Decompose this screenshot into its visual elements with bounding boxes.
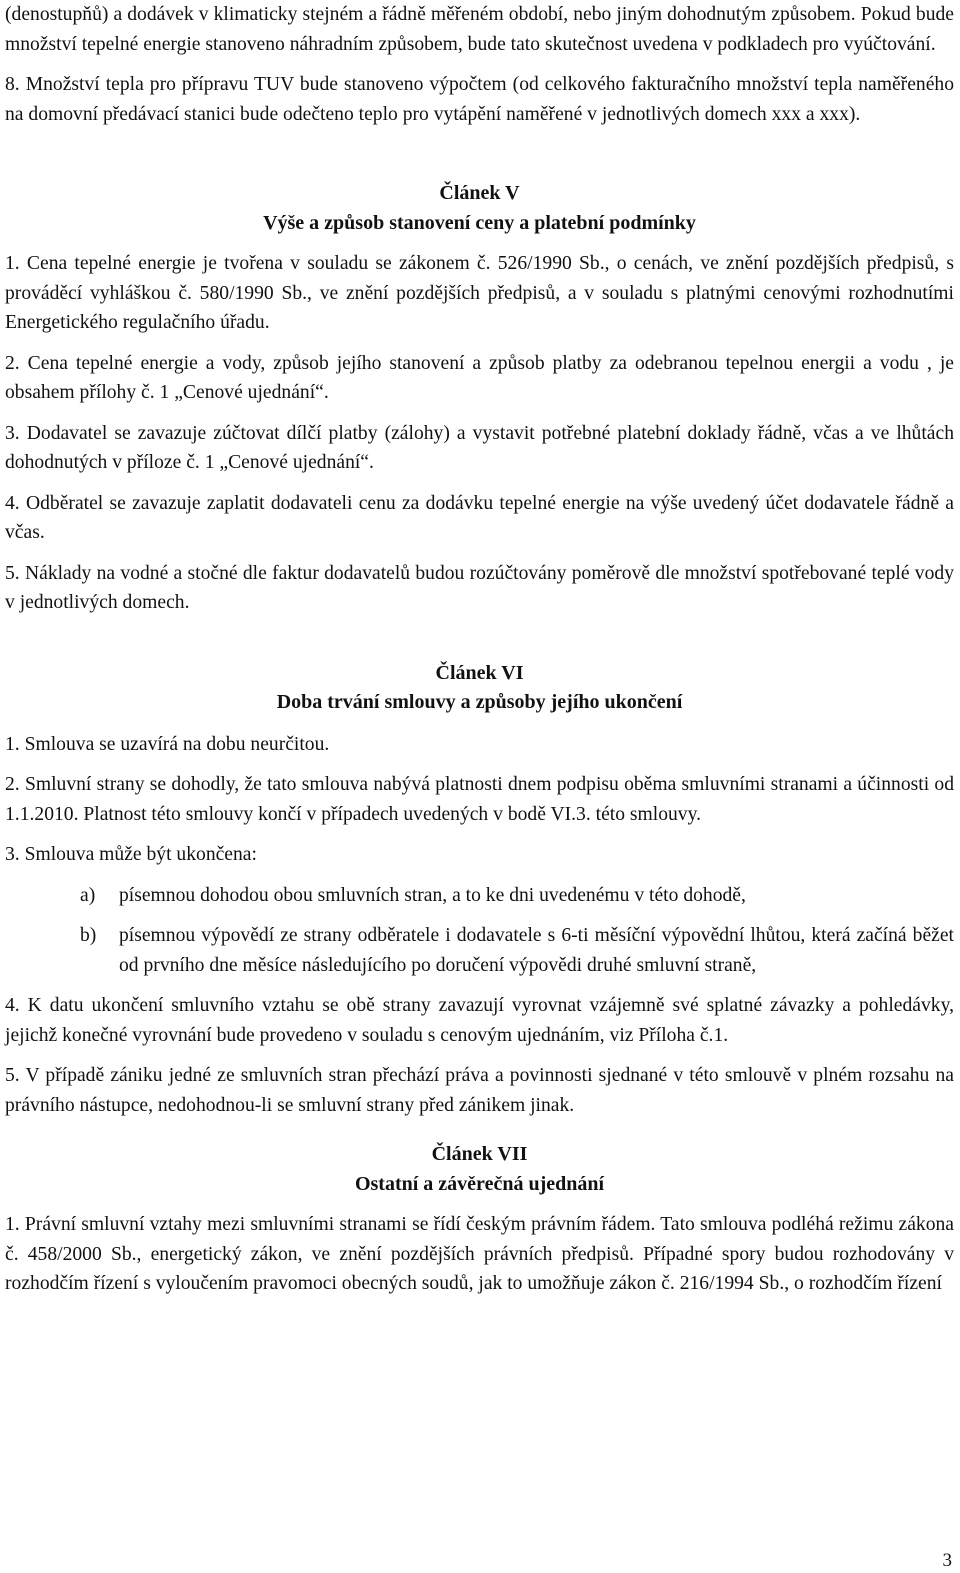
article-6-heading: Článek VI [435,661,524,684]
article-6-paragraph-3: 3. Smlouva může být ukončena: [5,844,257,865]
article-6-subheading: Doba trvání smlouvy a způsoby jejího ukončení [276,691,683,713]
article-5-paragraph-5: 5. Náklady na vodné a stočné dle faktur dodavatelů budou rozúčtovány poměrově dle množství spotřebované teplé vody v jednotlivých domech. [5,562,954,613]
article-7-paragraph-1: 1. Právní smluvní vztahy mezi smluvními stranami se řídí českým právním řádem. Tato smlouva podléhá režimu zákona č. 458/2000 Sb., energetický zákon, ve znění pozdějších právních předpisů. Případné spory budou rozhodovány v rozhodčím řízení s vyloučením pravomoci obecných soudů, jak to umožňuje zákon č. 216/1994 Sb., o rozhodčím řízení [5,1214,954,1294]
list-item-text: písemnou dohodou obou smluvních stran, a to ke dni uvedenému v této dohodě, [119,884,746,906]
paragraph-8: 8. Množství tepla pro přípravu TUV bude stanoveno výpočtem (od celkového fakturačního množství tepla naměřeného na domovní předávací stanici bude odečteno teplo pro vytápění naměřené v jednotlivých domech xxx a xxx). [5,74,954,125]
article-5-paragraph-3: 3. Dodavatel se zavazuje zúčtovat dílčí platby (zálohy) a vystavit potřebné platební doklady řádně, včas a ve lhůtách dohodnutých v příloze č. 1 „Cenové ujednání“. [5,422,954,473]
article-7-subheading: Ostatní a závěrečná ujednání [354,1172,605,1195]
article-7-heading: Článek VII [431,1143,528,1165]
list-item-a [5,881,954,911]
page-number: 3 [942,1550,952,1571]
list-item-b [5,921,954,980]
list-marker: a) [80,884,96,906]
article-5-heading: Článek V [439,182,520,204]
document-page [5,0,954,1299]
article-6-paragraph-2: 2. Smluvní strany se dohodly, že tato smlouva nabývá platnosti dnem podpisu oběma smluvními stranami a účinnosti od 1.1.2010. Platnost této smlouvy končí v případech uvedených v bodě VI.3. této smlouvy. [5,774,954,825]
article-5-paragraph-4: 4. Odběratel se zavazuje zaplatit dodavateli cenu za dodávku tepelné energie na výše uvedený účet dodavatele řádně a včas. [5,492,954,543]
article-5-subheading: Výše a způsob stanovení ceny a platební podmínky [263,211,696,234]
article-5-paragraph-2: 2. Cena tepelné energie a vody, způsob jejího stanovení a způsob platby za odebranou tepelnou energii a vodu , je obsahem přílohy č. 1 „Cenové ujednání“. [5,352,954,403]
list-marker: b) [80,925,97,946]
article-6-paragraph-5: 5. V případě zániku jedné ze smluvních stran přechází práva a povinnosti sjednané v této smlouvě v plném rozsahu na právního nástupce, nedohodnou-li se smluvní strany před zánikem jinak. [5,1065,954,1116]
paragraph-continuation: (denostupňů) a dodávek v klimaticky stejném a řádně měřeném období, nebo jiným dohodnutým způsobem. Pokud bude množství tepelné energie stanoveno náhradním způsobem, bude tato skutečnost uvedena v podkladech pro vyúčtování. [5,4,954,55]
article-5-paragraph-1: 1. Cena tepelné energie je tvořena v souladu se zákonem č. 526/1990 Sb., o cenách, ve znění pozdějších předpisů, s prováděcí vyhláškou č. 580/1990 Sb., ve znění pozdějších předpisů, a v souladu s platnými cenovými rozhodnutími Energetického regulačního úřadu. [5,253,954,333]
article-6-paragraph-4: 4. K datu ukončení smluvního vztahu se obě strany zavazují vyrovnat vzájemně své splatné závazky a pohledávky, jejichž konečné vyrovnání bude provedeno v souladu s cenovým ujednáním, viz Příloha č.1. [5,995,954,1046]
list-item-text: písemnou výpovědí ze strany odběratele i dodavatele s 6-ti měsíční výpovědní lhůtou, která začíná běžet od prvního dne měsíce následujícího po doručení výpovědi druhé smluvní straně, [119,925,954,976]
article-6-paragraph-1: 1. Smlouva se uzavírá na dobu neurčitou. [5,733,330,755]
